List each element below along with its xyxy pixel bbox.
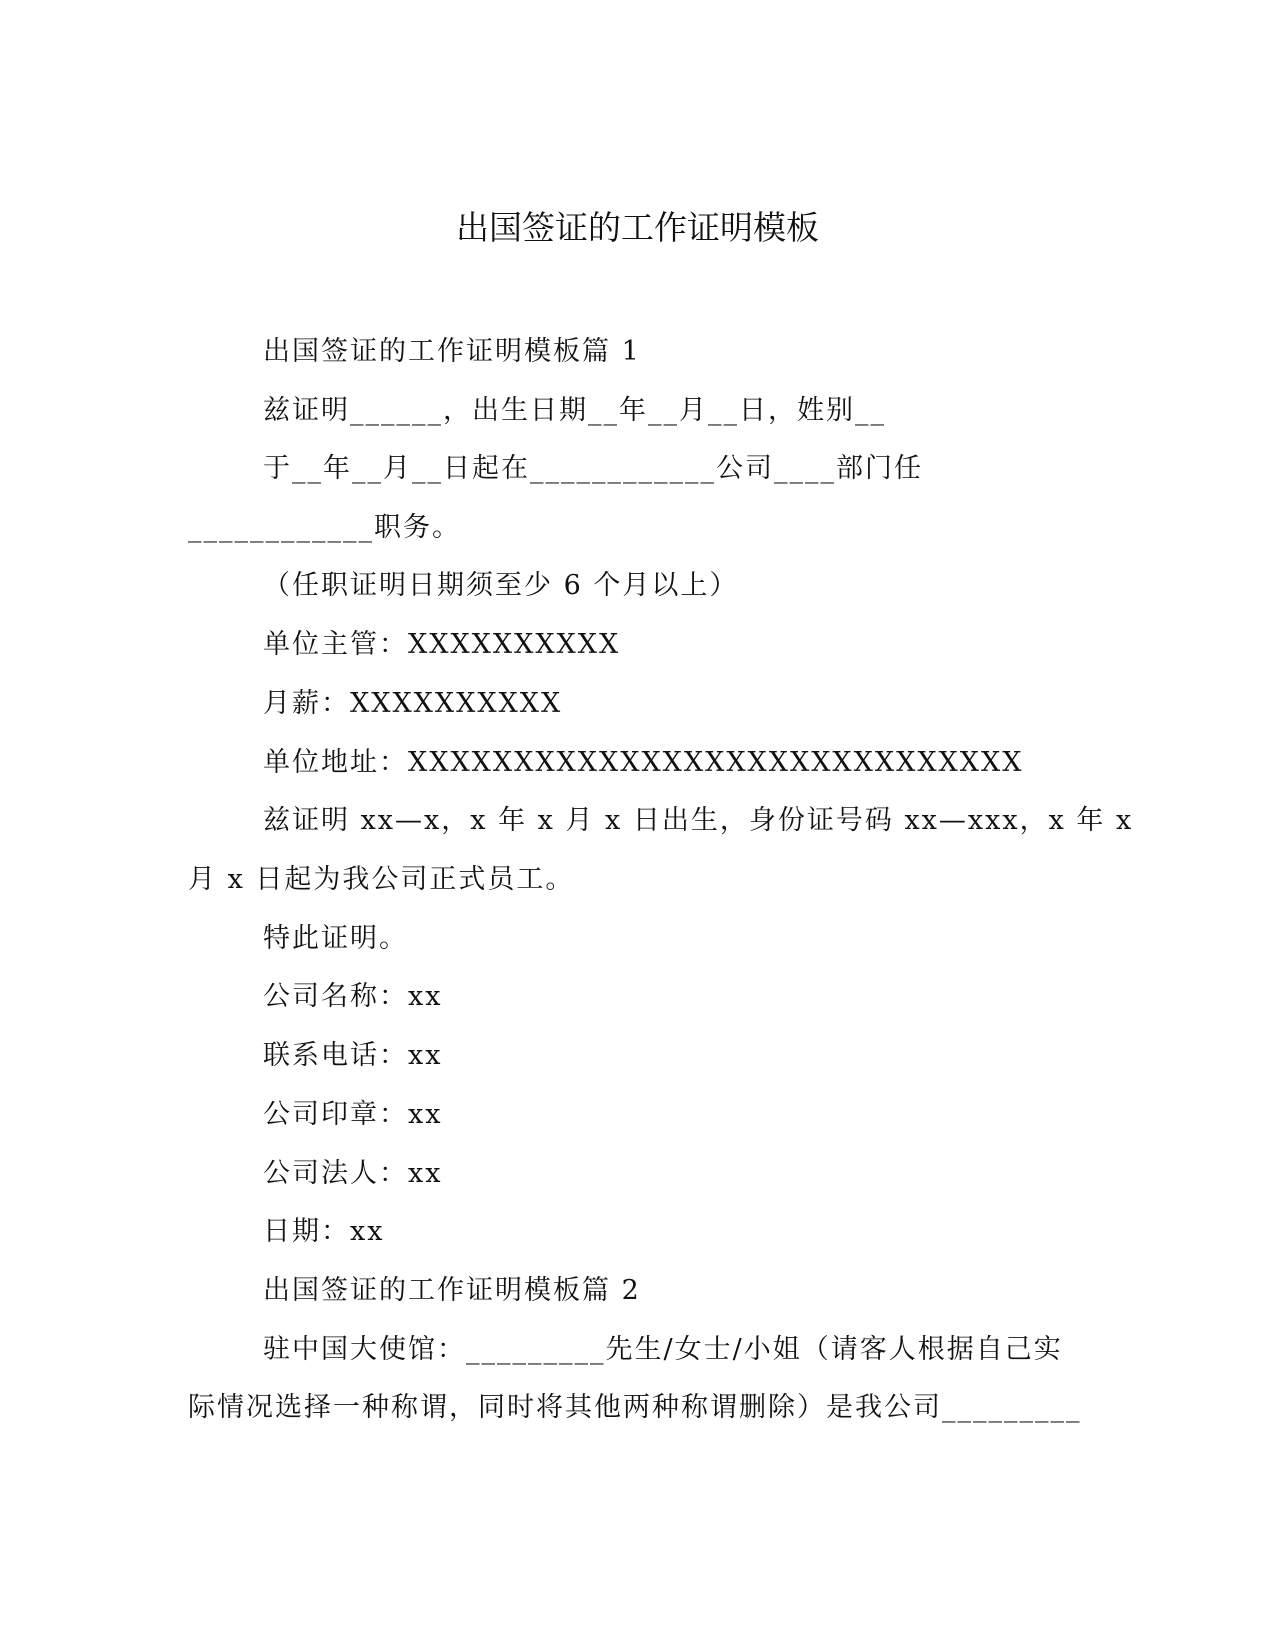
body-line: 月 x 日起为我公司正式员工。 bbox=[188, 864, 575, 895]
body-line: 联系电话：xx bbox=[263, 1040, 443, 1071]
body-line: 际情况选择一种称谓，同时将其他两种称谓删除）是我公司_________ bbox=[188, 1392, 1082, 1423]
document-title: 出国签证的工作证明模板 bbox=[456, 208, 819, 247]
body-line: 特此证明。 bbox=[263, 923, 408, 954]
body-line: 公司名称：xx bbox=[263, 981, 443, 1012]
body-line: （任职证明日期须至少 6 个月以上） bbox=[263, 570, 739, 601]
section-heading-2: 出国签证的工作证明模板篇 2 bbox=[263, 1275, 641, 1306]
body-line: 公司印章：xx bbox=[263, 1099, 443, 1130]
body-line: 日期：xx bbox=[263, 1216, 385, 1247]
body-line: 兹证明______，出生日期__年__月__日，姓别__ bbox=[263, 395, 886, 426]
body-line: 驻中国大使馆：_________先生/女士/小姐（请客人根据自己实 bbox=[263, 1334, 1063, 1365]
body-line: 兹证明 xx—x，x 年 x 月 x 日出生，身份证号码 xx—xxx，x 年 x bbox=[263, 805, 1134, 836]
body-line: 月薪：XXXXXXXXXX bbox=[263, 688, 563, 719]
body-line: 于__年__月__日起在____________公司____部门任 bbox=[263, 453, 923, 484]
body-line: ____________职务。 bbox=[188, 512, 461, 543]
body-line: 公司法人：xx bbox=[263, 1158, 443, 1189]
body-line: 单位主管：XXXXXXXXXX bbox=[263, 629, 621, 660]
body-line: 单位地址：XXXXXXXXXXXXXXXXXXXXXXXXXXXXX bbox=[263, 747, 1024, 778]
section-heading-1: 出国签证的工作证明模板篇 1 bbox=[263, 336, 641, 367]
